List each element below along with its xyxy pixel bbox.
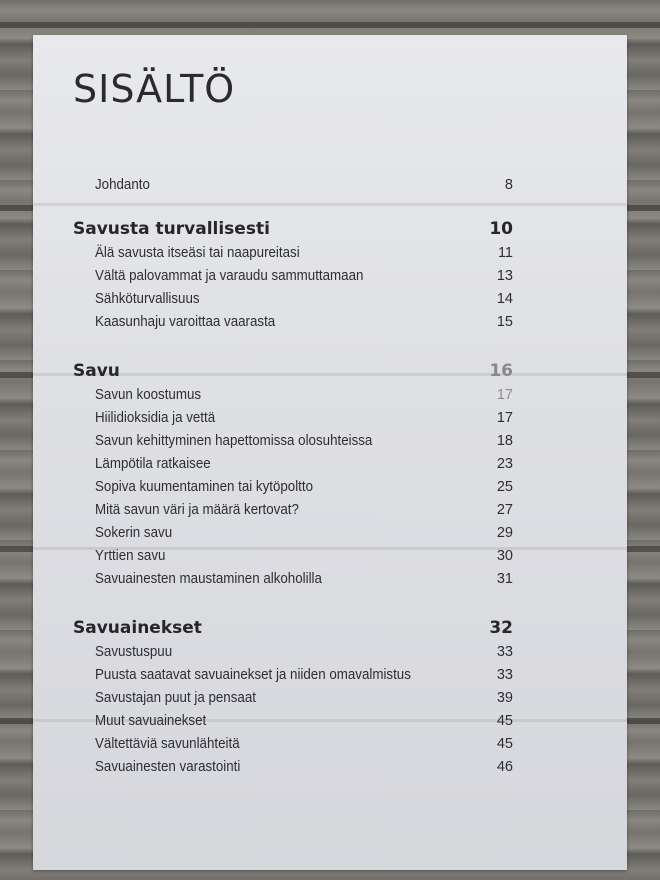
- toc-entry-label: Yrttien savu: [95, 548, 166, 564]
- toc-section: [73, 361, 513, 594]
- toc-entry[interactable]: [73, 502, 513, 525]
- toc-entry-page: 30: [496, 548, 513, 564]
- toc-entry-label: Savun koostumus: [95, 387, 202, 403]
- toc-entry[interactable]: [73, 479, 513, 502]
- toc-section-title: Savusta turvallisesti: [73, 219, 270, 239]
- toc-entry[interactable]: [73, 245, 513, 268]
- toc-entry-page: 23: [496, 456, 513, 472]
- toc-section-heading[interactable]: [73, 219, 513, 245]
- toc-entry[interactable]: [73, 571, 513, 594]
- toc-entry[interactable]: [73, 456, 513, 479]
- toc-entry[interactable]: [73, 410, 513, 433]
- wood-board-seam: [0, 22, 660, 28]
- toc-section-heading[interactable]: [73, 361, 513, 387]
- toc-section: [73, 618, 513, 782]
- toc-entry-page: 11: [497, 245, 513, 261]
- toc-section-page: 10: [489, 219, 513, 239]
- toc-entry-page: 46: [496, 759, 513, 775]
- toc-entry-page: 14: [496, 291, 513, 307]
- toc-entry-label: Puusta saatavat savuainekset ja niiden omavalmistus: [95, 667, 411, 683]
- page-title: SISÄLTÖ: [73, 67, 236, 111]
- toc-entry-label: Sähköturvallisuus: [95, 291, 200, 307]
- toc-entry-page: 31: [496, 571, 513, 587]
- toc-entry-page: 17: [496, 410, 513, 426]
- toc-entry-page: 33: [496, 644, 513, 660]
- toc-entry-label: Vältä palovammat ja varaudu sammuttamaan: [95, 268, 364, 284]
- toc-entry-label: Savustajan puut ja pensaat: [95, 690, 256, 706]
- toc-entry-label: Kaasunhaju varoittaa vaarasta: [95, 314, 276, 330]
- toc-entry-page: 8: [504, 177, 513, 193]
- toc-entry[interactable]: [73, 314, 513, 337]
- toc-entry-label: Johdanto: [95, 177, 150, 193]
- toc-entry-intro[interactable]: [73, 177, 513, 200]
- toc-entry-page: 13: [496, 268, 513, 284]
- toc-entry[interactable]: [73, 433, 513, 456]
- toc-entry[interactable]: [73, 291, 513, 314]
- toc-entry-label: Sokerin savu: [95, 525, 173, 541]
- toc-entry[interactable]: [73, 759, 513, 782]
- toc-section: [73, 219, 513, 337]
- toc-entry-page: 25: [496, 479, 513, 495]
- toc-entry-label: Savuainesten varastointi: [95, 759, 241, 775]
- toc-section-page: 32: [489, 618, 513, 638]
- toc-entry-page: 39: [496, 690, 513, 706]
- toc-entry-label: Sopiva kuumentaminen tai kytöpoltto: [95, 479, 314, 495]
- toc-entry-label: Älä savusta itseäsi tai naapureitasi: [95, 245, 300, 261]
- toc-entry[interactable]: [73, 525, 513, 548]
- toc-section-title: Savuainekset: [73, 618, 202, 638]
- toc-entry-page: 45: [496, 736, 513, 752]
- toc-section-heading[interactable]: [73, 618, 513, 644]
- toc-entry-page: 29: [496, 525, 513, 541]
- toc-entry-label: Lämpötila ratkaisee: [95, 456, 211, 472]
- toc-entry[interactable]: [73, 644, 513, 667]
- toc-entry[interactable]: [73, 667, 513, 690]
- toc-entry[interactable]: [73, 690, 513, 713]
- toc-entry-page: 15: [496, 314, 513, 330]
- toc-entry-label: Savun kehittyminen hapettomissa olosuhteissa: [95, 433, 373, 449]
- toc-entry-page: 27: [496, 502, 513, 518]
- toc-entry-label: Hiilidioksidia ja vettä: [95, 410, 216, 426]
- toc-entry-label: Muut savuainekset: [95, 713, 207, 729]
- section-gap: [73, 337, 513, 361]
- toc-section-page: 16: [489, 361, 513, 381]
- toc-entry[interactable]: [73, 268, 513, 291]
- toc-entry-page: 45: [496, 713, 513, 729]
- toc-entry-page: 18: [496, 433, 513, 449]
- toc-entry-label: Vältettäviä savunlähteitä: [95, 736, 240, 752]
- toc-entry[interactable]: [73, 736, 513, 759]
- toc-entry-page: 17: [496, 387, 513, 403]
- toc-section-title: Savu: [73, 361, 120, 381]
- toc-entry-label: Savuainesten maustaminen alkoholilla: [95, 571, 322, 587]
- contents-page: [33, 35, 627, 870]
- toc-entry-label: Mitä savun väri ja määrä kertovat?: [95, 502, 299, 518]
- table-of-contents: [73, 177, 513, 782]
- section-gap: [73, 594, 513, 618]
- toc-entry[interactable]: [73, 387, 513, 410]
- toc-entry-label: Savustuspuu: [95, 644, 173, 660]
- toc-entry[interactable]: [73, 548, 513, 571]
- toc-entry-page: 33: [496, 667, 513, 683]
- toc-entry[interactable]: [73, 713, 513, 736]
